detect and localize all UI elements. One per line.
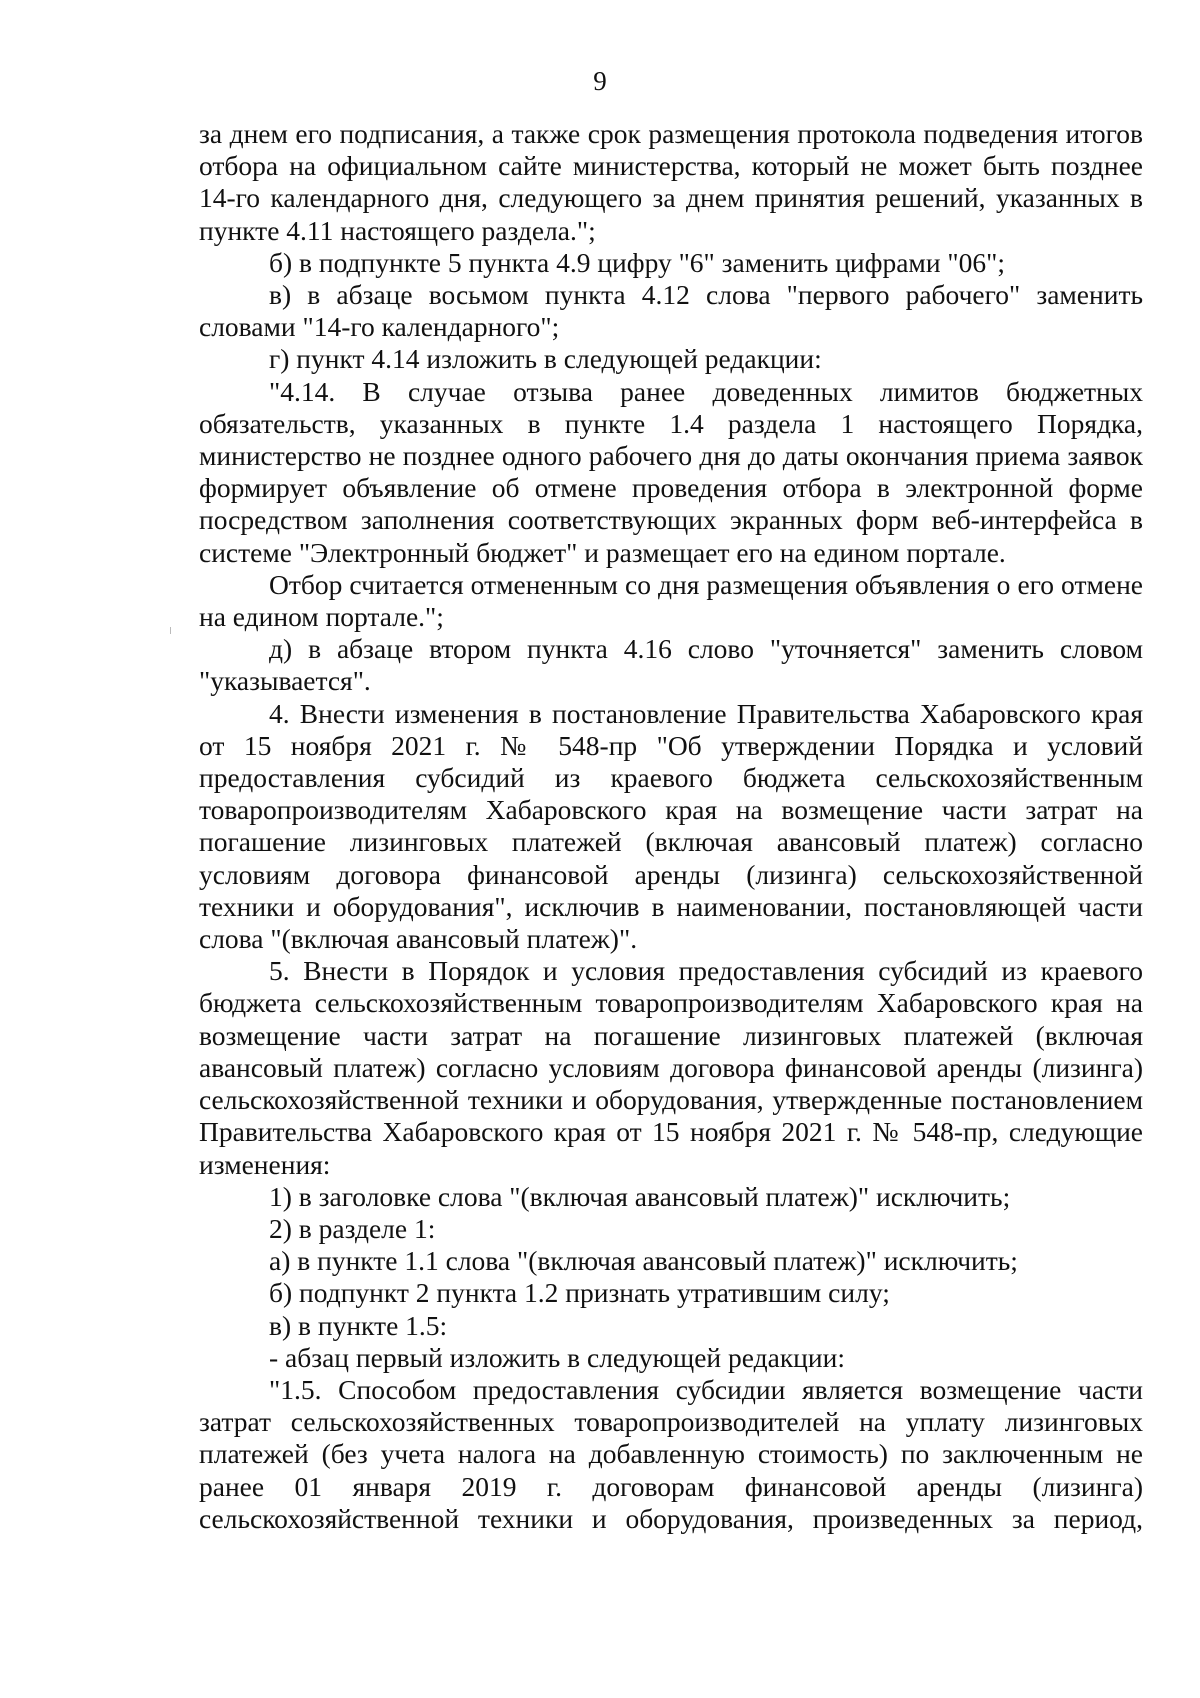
margin-mark (170, 627, 171, 634)
paragraph-subitem-a: а) в пункте 1.1 слова "(включая авансовый платеж)" исключить; (269, 1245, 1018, 1277)
paragraph-item-b: б) в подпункте 5 пункта 4.9 цифру "6" заменить цифрами "06"; (269, 246, 1006, 278)
page-number: 9 (593, 66, 607, 96)
paragraph-subitem-v: в) в пункте 1.5: (269, 1309, 448, 1341)
paragraph-item-d: д) в абзаце втором пункта 4.16 слово "уточняется" заменить словом "указывается". (199, 633, 1143, 697)
paragraph-dash-item: - абзац первый изложить в следующей редакции: (269, 1341, 845, 1373)
document-body (199, 118, 1143, 1535)
paragraph-section-4: 4. Внести изменения в постановление Правительства Хабаровского края от 15 ноября 2021 г. № 548-пр "Об утверждении Порядка и условий предоставления субсидий из краевого бюджета сельскохозяйственным товаропроизводителям Хабаровского края на возмещение части затрат на погашение лизинговых платежей (включая авансовый платеж) согласно условиям договора финансовой аренды (лизинга) сельскохозяйственной техники и оборудования", исключив в наименовании, постановляющей части слова "(включая авансовый платеж)". (199, 697, 1143, 955)
paragraph-clause-1-5: "1.5. Способом предоставления субсидии является возмещение части затрат сельскохозяйственных товаропроизводителей на уплату лизинговых платежей (без учета налога на добавленную стоимость) по заключенным не ранее 01 января 2019 г. договорам финансовой аренды (лизинга) сельскохозяйственной техники и оборудования, произведенных за период, (199, 1373, 1143, 1534)
paragraph-selection-cancelled: Отбор считается отмененным со дня размещения объявления о его отмене на едином портале."; (199, 568, 1143, 633)
paragraph-item-2: 2) в разделе 1: (269, 1212, 436, 1244)
paragraph-subitem-b: б) подпункт 2 пункта 1.2 признать утратившим силу; (269, 1277, 890, 1309)
paragraph-item-1: 1) в заголовке слова "(включая авансовый платеж)" исключить; (269, 1180, 1011, 1212)
paragraph-section-5: 5. Внести в Порядок и условия предоставления субсидий из краевого бюджета сельскохозяйственным товаропроизводителям Хабаровского края на возмещение части затрат на погашение лизинговых платежей (включая авансовый платеж) согласно условиям договора финансовой аренды (лизинга) сельскохозяйственной техники и оборудования, утвержденные постановлением Правительства Хабаровского края от 15 ноября 2021 г. № 548-пр, следующие изменения: (199, 955, 1143, 1180)
paragraph-continuation: за днем его подписания, а также срок размещения протокола подведения итогов отбора на официальном сайте министерства, который не может быть позднее 14-го календарного дня, следующего за днем принятия решений, указанных в пункте 4.11 настоящего раздела."; (199, 118, 1143, 246)
paragraph-item-v: в) в абзаце восьмом пункта 4.12 слова "первого рабочего" заменить словами "14-го календарного"; (199, 279, 1143, 343)
paragraph-item-g: г) пункт 4.14 изложить в следующей редакции: (269, 343, 822, 375)
paragraph-clause-4-14: "4.14. В случае отзыва ранее доведенных лимитов бюджетных обязательств, указанных в пункте 1.4 раздела 1 настоящего Порядка, министерство не позднее одного рабочего дня до даты окончания приема заявок формирует объявление об отмене проведения отбора в электронной форме посредством заполнения соответствующих экранных форм веб-интерфейса в системе "Электронный бюджет" и размещает его на едином портале. (199, 375, 1143, 568)
